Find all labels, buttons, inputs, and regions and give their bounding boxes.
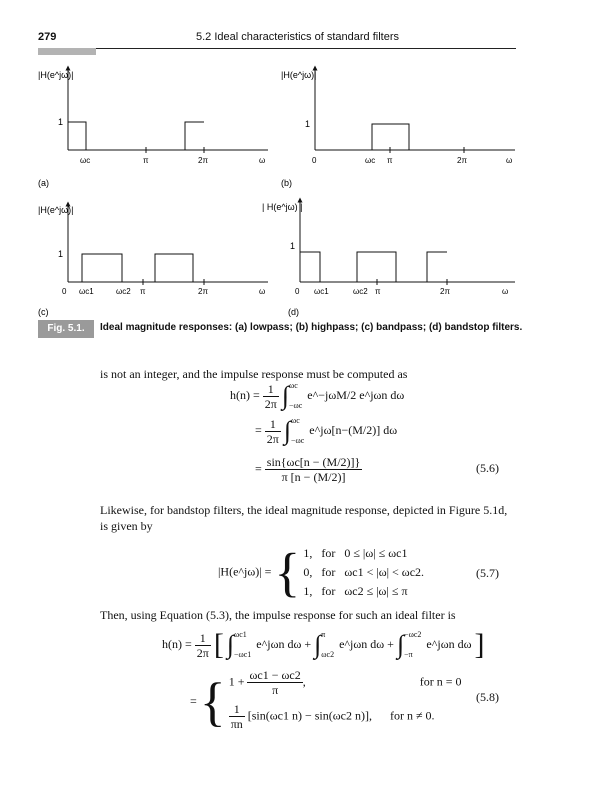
eq57-case-2-cond: ωc1 < |ω| < ωc2. <box>344 565 425 579</box>
eq57-case-1-for: for <box>321 546 336 560</box>
paragraph-bandstop: Likewise, for bandstop filters, the ideal magnitude response, depicted in Figure 5.1d, is given by <box>100 503 508 533</box>
eq58-open-bracket: [ <box>213 628 224 661</box>
eq58-t1-lower: −ωc1 <box>233 650 252 659</box>
eq58-lhs: h(n) = <box>162 636 192 651</box>
panel-d-passband-high <box>427 252 447 282</box>
panel-a-passband-2pi <box>185 122 204 150</box>
panel-d-bandstop <box>262 200 515 317</box>
equation-5-8-line-1 <box>162 630 485 660</box>
panel-b-tick-2pi: 2π <box>457 156 467 165</box>
panel-c-tick-0: 0 <box>62 287 67 296</box>
eq57-case-3-for: for <box>321 584 336 598</box>
eq58-integral-3: ∫ <box>396 630 405 659</box>
equation-5-6-line-2 <box>255 416 397 446</box>
panel-c-tick-w: ω <box>259 287 266 296</box>
eq56-two-pi: 2π <box>264 396 277 411</box>
eq58-brace: { <box>199 672 226 732</box>
eq58-frac <box>195 631 211 660</box>
panel-d-tick-0: 0 <box>295 287 300 296</box>
panel-a-tag: (a) <box>38 178 49 188</box>
panel-b-tick-wc: ωc <box>365 156 376 165</box>
panel-a-tick-pi: π <box>143 156 149 165</box>
eq58-case-1 <box>229 668 462 702</box>
eq56-two-pi-2: 2π <box>266 431 279 446</box>
eq58-t2-lower: ωc2 <box>321 650 335 659</box>
panel-c-tick-pi: π <box>140 287 146 296</box>
eq58-integral-2: ∫ <box>314 630 322 659</box>
eq57-case-3 <box>303 582 424 601</box>
eq57-case-1-val: 1, <box>303 546 313 560</box>
panel-d-one: 1 <box>290 241 296 251</box>
panel-a-one: 1 <box>58 117 64 127</box>
paragraph-intro: is not an integer, and the impulse response must be computed as <box>100 367 408 381</box>
eq58-case-2-num: 1 <box>229 702 245 717</box>
paragraph-impulse: Then, using Equation (5.3), the impulse response for such an ideal filter is <box>100 608 456 622</box>
panel-c-one: 1 <box>58 249 64 259</box>
panel-c-tick-wc2: ωc2 <box>116 287 131 296</box>
equation-5-6-line-3 <box>255 455 362 484</box>
eq57-case-3-cond: ωc2 ≤ |ω| ≤ π <box>344 584 408 598</box>
eq58-two-pi: 2π <box>196 645 209 660</box>
eq58-t3-upper: −ωc2 <box>404 630 422 639</box>
eq58-term-2: e^jωn dω + <box>339 636 394 651</box>
figure-caption: Ideal magnitude responses: (a) lowpass; (b) highpass; (c) bandpass; (d) bandstop filters. <box>100 322 523 333</box>
page-number: 279 <box>38 31 57 43</box>
eq58-limits-1 <box>234 630 251 660</box>
eq58-limits-3 <box>404 630 421 660</box>
panel-d-tick-wc2: ωc2 <box>353 287 368 296</box>
eq58-close-bracket: ] <box>474 628 485 661</box>
eq57-case-1-cond: 0 ≤ |ω| ≤ ωc1 <box>344 546 408 560</box>
eq56-eq-3: = <box>255 461 262 476</box>
eq56-eq-2: = <box>255 422 262 437</box>
eq58-limits-2 <box>321 630 334 660</box>
equation-number-5-8: (5.8) <box>476 690 499 704</box>
eq57-case-2 <box>303 563 424 582</box>
panel-b-tick-w: ω <box>506 156 513 165</box>
panel-d-tick-pi: π <box>375 287 381 296</box>
panel-d-tick-w: ω <box>502 287 509 296</box>
panel-b-ylabel: |H(e^jω)| <box>281 70 317 80</box>
panel-a-passband <box>68 122 86 150</box>
eq56-num-3: sin{ωc[n − (M/2)]} <box>266 455 361 469</box>
panel-d-tick-wc1: ωc1 <box>314 287 329 296</box>
eq56-frac-1 <box>263 382 279 411</box>
eq57-case-2-for: for <box>321 565 336 579</box>
eq58-case-1-den: π <box>272 683 279 697</box>
panel-d-tick-2pi: 2π <box>440 287 450 296</box>
panel-c-ylabel: |H(e^jω)| <box>38 205 74 215</box>
panel-c-passband-1 <box>82 254 122 282</box>
eq56-den-3: π [n − (M/2)] <box>281 470 346 484</box>
eq58-t3-lower: −π <box>404 650 413 659</box>
eq56-integrand-2: e^jω[n−(M/2)] dω <box>309 422 398 437</box>
eq58-eq: = <box>190 693 197 708</box>
eq57-case-1 <box>303 544 424 563</box>
eq57-case-2-val: 0, <box>303 565 313 579</box>
eq56-limits-2 <box>291 416 304 446</box>
equation-5-7 <box>218 544 424 601</box>
eq58-case-2-frac <box>229 702 245 731</box>
equation-number-5-7: (5.7) <box>476 566 499 580</box>
eq58-case-2 <box>229 702 462 736</box>
eq58-one: 1 <box>195 631 211 646</box>
eq56-frac-2 <box>265 417 281 446</box>
panel-d-tag: (d) <box>288 307 299 317</box>
panel-b-highpass <box>281 68 515 188</box>
running-title: 5.2 Ideal characteristics of standard filters <box>196 31 399 43</box>
eq56-lhs: h(n) = <box>230 387 260 402</box>
panel-b-tag: (b) <box>281 178 292 188</box>
panel-a-lowpass <box>38 68 268 188</box>
eq57-cases <box>303 544 424 601</box>
eq57-case-3-val: 1, <box>303 584 313 598</box>
eq56-limits <box>289 381 302 411</box>
panel-c-passband-2 <box>155 254 193 282</box>
eq56-integrand-1: e^−jωM/2 e^jωn dω <box>307 387 405 402</box>
figure-label: Fig. 5.1. <box>38 320 94 338</box>
eq58-case-2-cond: for n ≠ 0. <box>389 708 435 723</box>
eq58-case-2-den: πn <box>230 717 243 731</box>
panel-b-tick-0: 0 <box>312 156 317 165</box>
eq58-case-1-a: 1 + <box>228 674 245 689</box>
eq58-case-1-num: ωc1 − ωc2 <box>249 668 301 682</box>
eq58-term-3: e^jωn dω <box>426 636 472 651</box>
eq58-case-2-body: [sin(ωc1 n) − sin(ωc2 n)], <box>247 708 372 723</box>
eq56-frac-3 <box>265 455 363 484</box>
eq58-t2-upper: π <box>321 630 326 639</box>
eq58-t1-upper: ωc1 <box>233 630 247 639</box>
eq58-case-1-frac <box>247 668 302 697</box>
equation-5-6-line-1 <box>230 381 404 411</box>
panel-d-passband-mid <box>357 252 396 282</box>
eq56-upper-2: ωc <box>290 416 300 425</box>
panel-a-tick-wc: ωc <box>80 156 91 165</box>
eq58-cases <box>229 668 462 736</box>
equation-number-5-6: (5.6) <box>476 461 499 475</box>
eq56-one-2: 1 <box>265 417 281 432</box>
eq57-lhs: |H(e^jω)| = <box>218 564 272 579</box>
eq56-upper: ωc <box>288 381 298 390</box>
eq56-integral-sign-2: ∫ <box>283 416 291 445</box>
eq57-brace: { <box>274 542 301 603</box>
panel-c-bandpass <box>38 204 268 317</box>
figure-5-1 <box>0 0 608 320</box>
eq58-case-1-cond: for n = 0 <box>419 674 462 689</box>
panel-c-tick-wc1: ωc1 <box>79 287 94 296</box>
eq56-lower: −ωc <box>288 401 303 410</box>
eq58-term-1: e^jωn dω + <box>256 636 312 651</box>
eq58-integral-1: ∫ <box>226 630 234 659</box>
panel-d-passband-low <box>300 252 320 282</box>
panel-a-tick-2pi: 2π <box>198 156 208 165</box>
panel-b-tick-pi: π <box>387 156 393 165</box>
equation-5-8-line-2 <box>190 668 461 736</box>
panel-d-ylabel: | H(e^jω) | <box>262 202 303 212</box>
panel-b-one: 1 <box>305 119 311 129</box>
eq56-lower-2: −ωc <box>290 436 305 445</box>
panel-a-tick-w: ω <box>259 156 266 165</box>
eq56-integral-sign: ∫ <box>281 381 289 410</box>
eq56-one: 1 <box>263 382 279 397</box>
panel-b-passband <box>372 124 409 150</box>
panel-c-tag: (c) <box>38 307 49 317</box>
eq58-case-1-comma: , <box>302 674 306 689</box>
panel-c-tick-2pi: 2π <box>198 287 208 296</box>
panel-a-ylabel: |H(e^jω)| <box>38 70 74 80</box>
